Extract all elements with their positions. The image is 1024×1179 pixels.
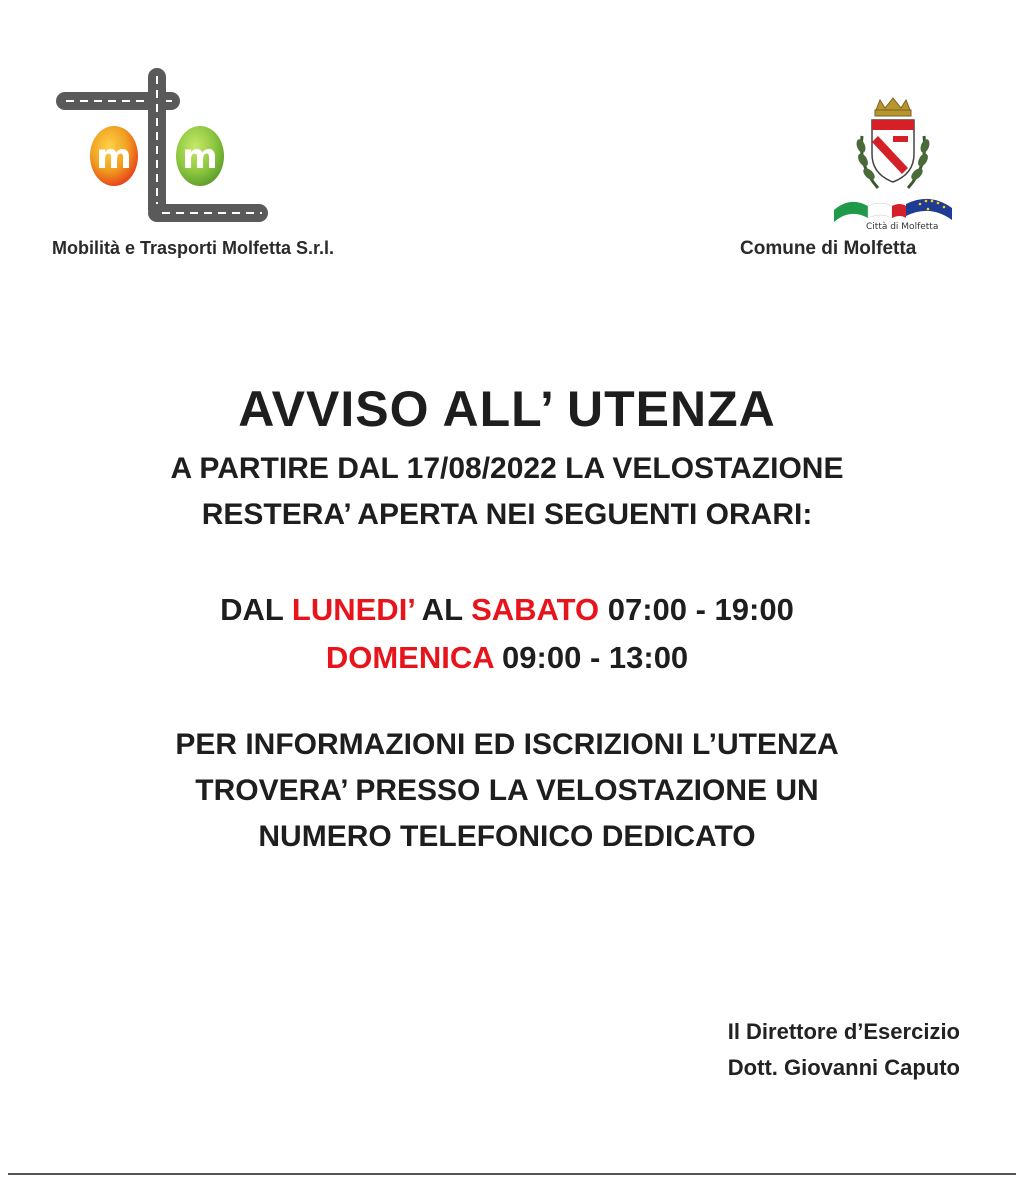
weekday-prefix: DAL — [220, 592, 292, 627]
notice-intro — [0, 446, 1014, 538]
svg-text:m: m — [96, 137, 132, 177]
sunday-time: 09:00 - 13:00 — [493, 640, 689, 675]
intro-line-1: A PARTIRE DAL 17/08/2022 LA VELOSTAZIONE — [170, 452, 844, 485]
sunday-hours-line — [0, 634, 1014, 682]
opening-hours — [0, 586, 1014, 682]
company-name: Mobilità e Trasporti Molfetta S.r.l. — [52, 238, 335, 258]
intro-line-2: RESTERA’ APERTA NEI SEGUENTI ORARI: — [201, 498, 813, 531]
weekday-hours-line — [0, 586, 1014, 634]
molfetta-coat-of-arms-icon — [828, 96, 958, 226]
municipality-name: Comune di Molfetta — [740, 238, 917, 259]
mtm-road-logo-icon — [52, 68, 272, 228]
weekday-time: 07:00 - 19:00 — [599, 592, 794, 627]
info-line-3: NUMERO TELEFONICO DEDICATO — [258, 820, 756, 853]
info-line-1: PER INFORMAZIONI ED ISCRIZIONI L’UTENZA — [175, 728, 839, 761]
sunday-label: DOMENICA — [325, 640, 494, 675]
weekday-from: LUNEDI’ — [291, 592, 415, 627]
signature-block — [728, 1014, 960, 1086]
notice-title: AVVISO ALL’ UTENZA — [238, 381, 776, 437]
signature-role: Il Direttore d’Esercizio — [727, 1019, 960, 1044]
info-line-2: TROVERA’ PRESSO LA VELOSTAZIONE UN — [195, 774, 819, 807]
bottom-divider — [8, 1173, 1016, 1175]
city-small-label: Città di Molfetta — [866, 222, 939, 232]
info-paragraph — [0, 722, 1014, 860]
weekday-to: SABATO — [471, 592, 600, 627]
signature-name: Dott. Giovanni Caputo — [727, 1055, 960, 1080]
svg-text:m: m — [182, 137, 218, 177]
weekday-mid: AL — [414, 592, 472, 627]
